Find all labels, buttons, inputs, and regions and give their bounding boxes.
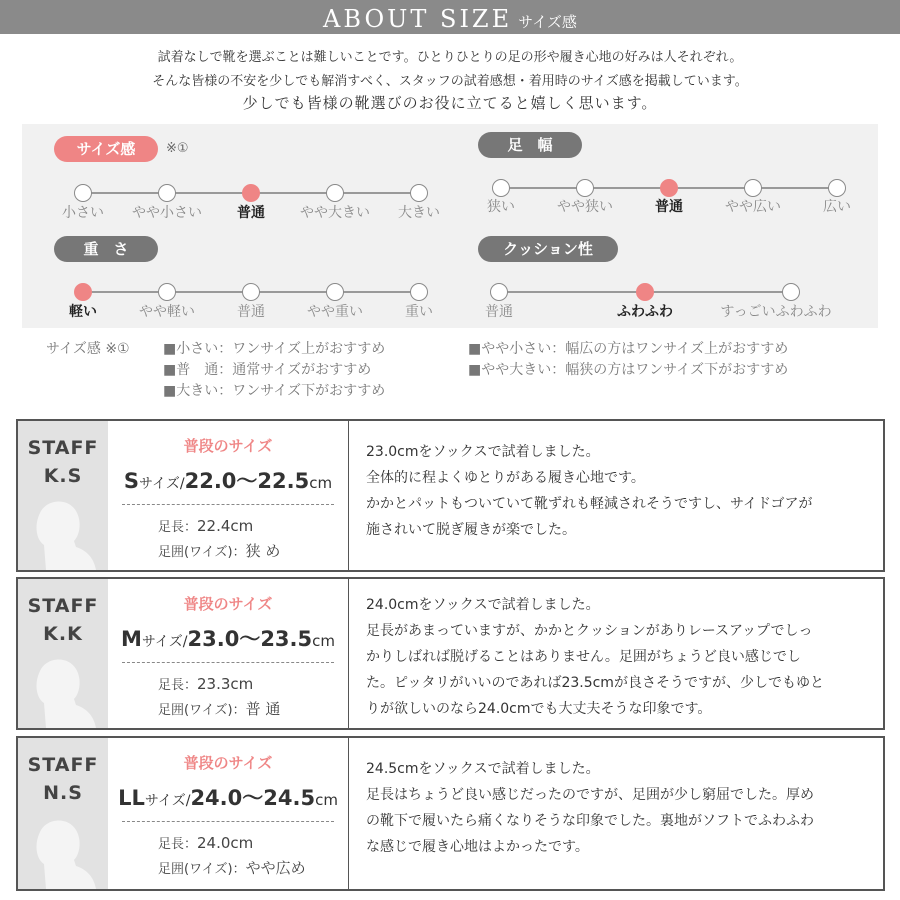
foot-girth (158, 698, 280, 719)
foot-length-value: 24.0cm (197, 834, 254, 852)
size-letter: S (123, 469, 139, 493)
size-letter: LL (118, 786, 145, 810)
staff-label: STAFF (27, 595, 99, 617)
cushion-scale-label: ふわふわ (617, 304, 673, 320)
staff-size-info (108, 421, 349, 570)
size-scale-label: 小さい (62, 205, 104, 221)
staff-size-info (108, 579, 349, 728)
usual-size-value (108, 623, 348, 653)
intro-line-3: 少しでも皆様の靴選びのお役に立てると嬉しく思います。 (242, 94, 658, 112)
size-divider (122, 662, 334, 663)
staff-comment (366, 439, 873, 543)
foot-length-label: 足長： (158, 678, 198, 693)
staff-card (16, 577, 885, 730)
cushion-scale-dot (490, 283, 508, 301)
staff-panel (18, 421, 108, 570)
comment-line: な感じで履き心地はよかったです。 (366, 839, 589, 855)
width-scale-label: やや広い (725, 199, 781, 215)
width-scale-dot (660, 179, 678, 197)
size-divider (122, 821, 334, 822)
size-scale-dot (74, 184, 92, 202)
usual-size-label: 普段のサイズ (183, 595, 273, 613)
size-unit: cm (312, 632, 335, 650)
page-subtitle: サイズ感 (518, 13, 577, 31)
size-unit: cm (309, 474, 333, 492)
comment-line: 23.0cmをソックスで試着しました。 (366, 444, 600, 460)
staff-initials: K.S (43, 465, 83, 487)
foot-length-value: 22.4cm (197, 517, 254, 535)
foot-length-label: 足長： (158, 837, 198, 852)
legend-right-2: ■やや大きい：幅狭の方はワンサイズ下がおすすめ (468, 362, 789, 378)
size-word: サイズ/ (144, 793, 191, 809)
staff-initials: K.K (43, 623, 83, 645)
size-letter: M (120, 627, 142, 651)
cushion-scale-dot (636, 283, 654, 301)
comment-line: 24.0cmをソックスで試着しました。 (366, 597, 600, 613)
weight-scale-dot (74, 283, 92, 301)
legend-left-2: ■普 通：通常サイズがおすすめ (163, 362, 372, 378)
legend-heading: サイズ感 ※① (46, 341, 130, 357)
page-title: ABOUT SIZE (323, 5, 513, 33)
comment-line: かりしばれば脱げることはありません。足囲がちょうど良い感じでし (366, 649, 801, 665)
staff-panel (18, 738, 108, 889)
foot-girth-label: 足囲(ワイズ)： (158, 862, 246, 877)
size-range: 24.0〜24.5 (190, 786, 316, 810)
size-scale-dot (242, 184, 260, 202)
usual-size-label: 普段のサイズ (183, 754, 273, 772)
comment-line: かかとパットもついていて靴ずれも軽減されそうですし、サイドゴアが (366, 496, 813, 512)
width-scale-dot (492, 179, 510, 197)
staff-size-info (108, 738, 349, 889)
comment-line: た。ピッタリがいいのであれば23.5cmが良さそうですが、少しでもゆと (366, 675, 824, 691)
fit-scales-panel (22, 124, 878, 328)
foot-girth (158, 857, 306, 878)
size-word: サイズ/ (139, 476, 185, 492)
foot-girth-label: 足囲(ワイズ)： (158, 545, 246, 560)
cushion-scale-title: クッション性 (478, 236, 618, 262)
width-scale-dot (744, 179, 762, 197)
size-scale-label: 大きい (398, 205, 440, 221)
page-header (0, 0, 900, 34)
weight-scale-dot (158, 283, 176, 301)
foot-girth-value: 狭 め (245, 542, 281, 560)
foot-girth (158, 540, 280, 561)
usual-size-label: 普段のサイズ (183, 437, 273, 455)
staff-label: STAFF (27, 754, 99, 776)
width-scale-label: 狭い (487, 199, 515, 215)
width-scale-dot (828, 179, 846, 197)
size-scale-note: ※① (166, 141, 189, 156)
staff-silhouette-icon (26, 804, 96, 889)
weight-scale-label: 軽い (69, 304, 97, 320)
weight-scale-label: 重い (405, 304, 433, 320)
usual-size-value (108, 782, 348, 812)
size-scale-title: サイズ感 (54, 136, 158, 162)
staff-label: STAFF (27, 437, 99, 459)
weight-scale-label: 普通 (237, 304, 265, 320)
size-scale-dot (326, 184, 344, 202)
legend-left-1: ■小さい：ワンサイズ上がおすすめ (163, 341, 386, 357)
size-scale-dot (410, 184, 428, 202)
comment-line: の靴下で履いたら痛くなりそうな印象でした。裏地がソフトでふわふわ (366, 813, 814, 829)
foot-length (158, 516, 253, 535)
weight-scale-dot (326, 283, 344, 301)
size-range: 23.0〜23.5 (187, 627, 313, 651)
weight-scale-title: 重 さ (54, 236, 158, 262)
size-scale-label: 普通 (237, 205, 265, 221)
foot-length-label: 足長： (158, 520, 198, 535)
weight-scale-dot (242, 283, 260, 301)
size-range: 22.0〜22.5 (184, 469, 310, 493)
intro-line-2: そんな皆様の不安を少しでも解消すべく、スタッフの試着感想・着用時のサイズ感を掲載しています。 (152, 74, 748, 89)
staff-silhouette-icon (26, 643, 96, 728)
foot-length (158, 833, 253, 852)
weight-scale-label: やや軽い (139, 304, 195, 320)
size-scale-label: やや大きい (300, 205, 370, 221)
size-scale-dot (158, 184, 176, 202)
foot-girth-value: やや広め (245, 859, 306, 877)
comment-line: 足長があまっていますが、かかとクッションがありレースアップでしっ (366, 623, 813, 639)
staff-card (16, 419, 885, 572)
cushion-scale-dot (782, 283, 800, 301)
width-scale-label: 普通 (655, 199, 683, 215)
cushion-scale-label: 普通 (485, 304, 513, 320)
width-scale-title: 足 幅 (478, 132, 582, 158)
weight-scale-label: やや重い (307, 304, 363, 320)
staff-comment (366, 592, 873, 722)
width-scale-dot (576, 179, 594, 197)
usual-size-value (108, 465, 348, 495)
intro-line-1: 試着なしで靴を選ぶことは難しいことです。ひとりひとりの足の形や履き心地の好みは人それぞれ。 (157, 50, 743, 65)
size-unit: cm (315, 791, 338, 809)
cushion-scale-label: すっごいふわふわ (720, 304, 832, 320)
comment-line: 全体的に程よくゆとりがある履き心地です。 (366, 470, 645, 486)
size-word: サイズ/ (141, 634, 188, 650)
foot-girth-label: 足囲(ワイズ)： (158, 703, 246, 718)
comment-line: 施されいて脱ぎ履きが楽でした。 (366, 522, 576, 538)
staff-silhouette-icon (26, 485, 96, 570)
legend-right-1: ■やや小さい：幅広の方はワンサイズ上がおすすめ (468, 341, 789, 357)
weight-scale-dot (410, 283, 428, 301)
staff-comment (366, 756, 873, 860)
width-scale-label: 広い (823, 199, 851, 215)
comment-line: 24.5cmをソックスで試着しました。 (366, 761, 600, 777)
width-scale-label: やや狭い (557, 199, 613, 215)
legend-left-3: ■大きい：ワンサイズ下がおすすめ (163, 383, 386, 399)
comment-line: りが欲しいのなら24.0cmでも大丈夫そうな印象です。 (366, 701, 712, 717)
size-divider (122, 504, 334, 505)
staff-initials: N.S (43, 782, 83, 804)
comment-line: 足長はちょうど良い感じだったのですが、足囲が少し窮屈でした。厚め (366, 787, 814, 803)
foot-girth-value: 普 通 (245, 700, 281, 718)
foot-length-value: 23.3cm (197, 675, 254, 693)
staff-card (16, 736, 885, 891)
size-scale-label: やや小さい (132, 205, 202, 221)
foot-length (158, 674, 253, 693)
staff-panel (18, 579, 108, 728)
